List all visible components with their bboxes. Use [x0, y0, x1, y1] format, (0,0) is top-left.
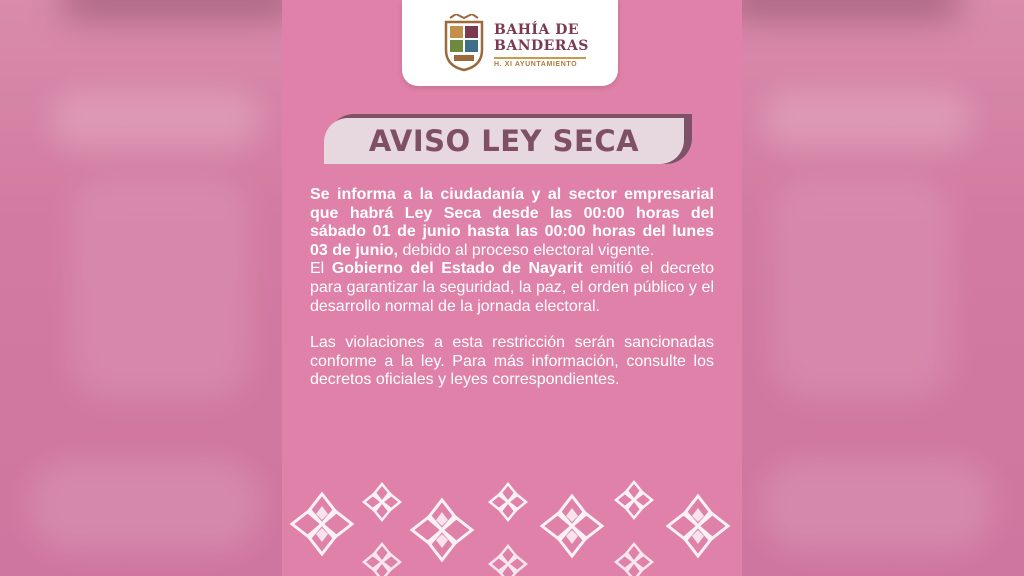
- coat-of-arms-icon: [444, 14, 484, 72]
- logo-line-1: BAHÍA DE: [494, 22, 580, 38]
- logo-divider: [494, 57, 586, 59]
- paragraph-1-normal: debido al proceso electoral vigente.: [398, 241, 655, 259]
- paragraph-1: [310, 186, 714, 260]
- logo-text: [494, 22, 589, 68]
- paragraph-2-bold: Gobierno del Estado de Nayarit: [331, 260, 583, 278]
- spacer: [310, 316, 714, 334]
- logo-line-3: H. XI AYUNTAMIENTO: [494, 61, 578, 68]
- blurred-background-right: [742, 0, 1024, 576]
- notice-poster: [282, 0, 742, 576]
- paragraph-1-bold: Se informa a la ciudadanía y al sector empresarial que habrá Ley Seca desde las 00:00 horas del sábado 01 de junio hasta las 00:00 horas del lunes 03 de junio,: [310, 186, 714, 259]
- decorative-pattern: [282, 466, 742, 576]
- paragraph-2: [310, 260, 714, 316]
- paragraph-3: Las violaciones a esta restricción serán sancionadas conforme a la ley. Para más información, consulte los decretos oficiales y leyes correspondientes.: [310, 334, 714, 389]
- paragraph-2-post: emitió el decreto para garantizar la seguridad, la paz, el orden público y el desarrollo normal de la jornada electoral.: [310, 260, 714, 315]
- page-title: AVISO LEY SECA: [368, 124, 640, 158]
- notice-body: [310, 186, 714, 390]
- blurred-background-left: [0, 0, 282, 576]
- paragraph-2-pre: El: [310, 260, 332, 278]
- logo-line-2: BANDERAS: [494, 38, 589, 54]
- logo-card: [402, 0, 618, 86]
- title-banner: [324, 118, 684, 164]
